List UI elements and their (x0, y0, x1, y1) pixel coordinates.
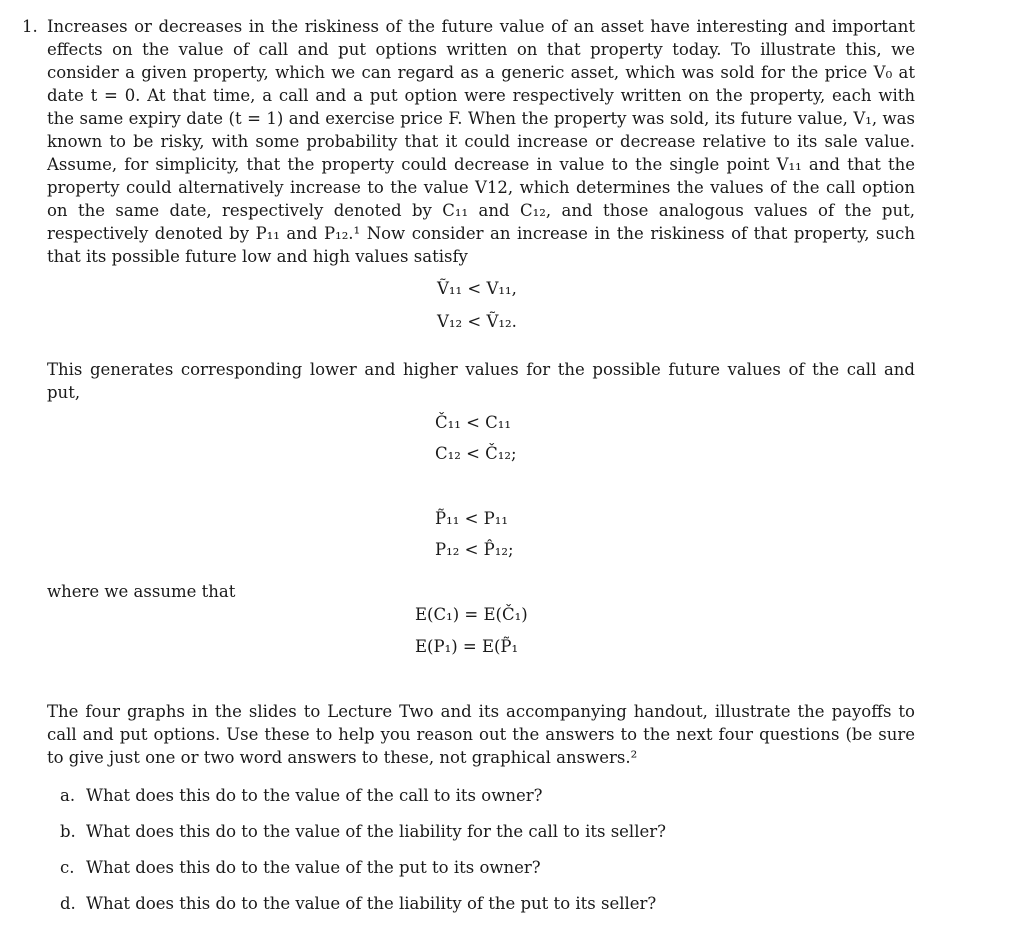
assume-text: where we assume that (47, 582, 236, 601)
graphs-paragraph: The four graphs in the slides to Lecture Two and its accompanying handout, illustrate the payoffs to call and put options. Use these to help you reason out the answers to the next four questions (be sure to give just one or two word answers to these, not graphical answers.² (47, 702, 915, 767)
subquestion-a (60, 784, 542, 807)
subquestion-label: b. (60, 822, 76, 841)
subquestion-text: What does this do to the value of the call to its owner? (86, 786, 543, 805)
question-number: 1. (22, 17, 38, 36)
options-paragraph: This generates corresponding lower and higher values for the possible future values of the call and put, (47, 360, 915, 402)
call-inequality-2: C₁₂ < Č₁₂; (435, 444, 517, 463)
subquestion-text: What does this do to the value of the liability for the call to its seller? (86, 822, 666, 841)
expectation-equality-1: E(C₁) = E(Č₁) (415, 605, 528, 624)
subquestion-d (60, 892, 656, 915)
subquestion-text: What does this do to the value of the liability of the put to its seller? (86, 894, 657, 913)
subquestion-label: a. (60, 786, 76, 805)
put-inequality-1: P̃₁₁ < P₁₁ (435, 509, 508, 528)
value-inequality-1: Ṽ₁₁ < V₁₁, (437, 279, 517, 298)
subquestion-label: d. (60, 894, 76, 913)
call-inequality-1: Č₁₁ < C₁₁ (435, 413, 512, 432)
expectation-equality-2: E(P₁) = E(P̃₁ (415, 637, 519, 656)
subquestion-label: c. (60, 858, 75, 877)
subquestion-b (60, 820, 666, 843)
value-inequality-2: V₁₂ < Ṽ₁₂. (437, 312, 517, 331)
intro-paragraph: Increases or decreases in the riskiness of the future value of an asset have interesting and important effects on the value of call and put options written on that property today. To illustrate this, we consider a given property, which we can regard as a generic asset, which was sold for the price V₀ at date t = 0. At that time, a call and a put option were respectively written on the property, each with the same expiry date (t = 1) and exercise price F. When the property was sold, its future value, V₁, was known to be risky, with some probability that it could increase or decrease relative to its sale value. Assume, for simplicity, that the property could decrease in value to the single point V₁₁ and that the property could alternatively increase to the value V12, which determines the values of the call option on the same date, respectively denoted by C₁₁ and C₁₂, and those analogous values of the put, respectively denoted by P₁₁ and P₁₂.¹ Now consider an increase in the riskiness of that property, such that its possible future low and high values satisfy (47, 17, 915, 266)
put-inequality-2: P₁₂ < P̂₁₂; (435, 540, 514, 559)
subquestion-text: What does this do to the value of the put to its owner? (86, 858, 541, 877)
subquestion-c (60, 856, 541, 879)
